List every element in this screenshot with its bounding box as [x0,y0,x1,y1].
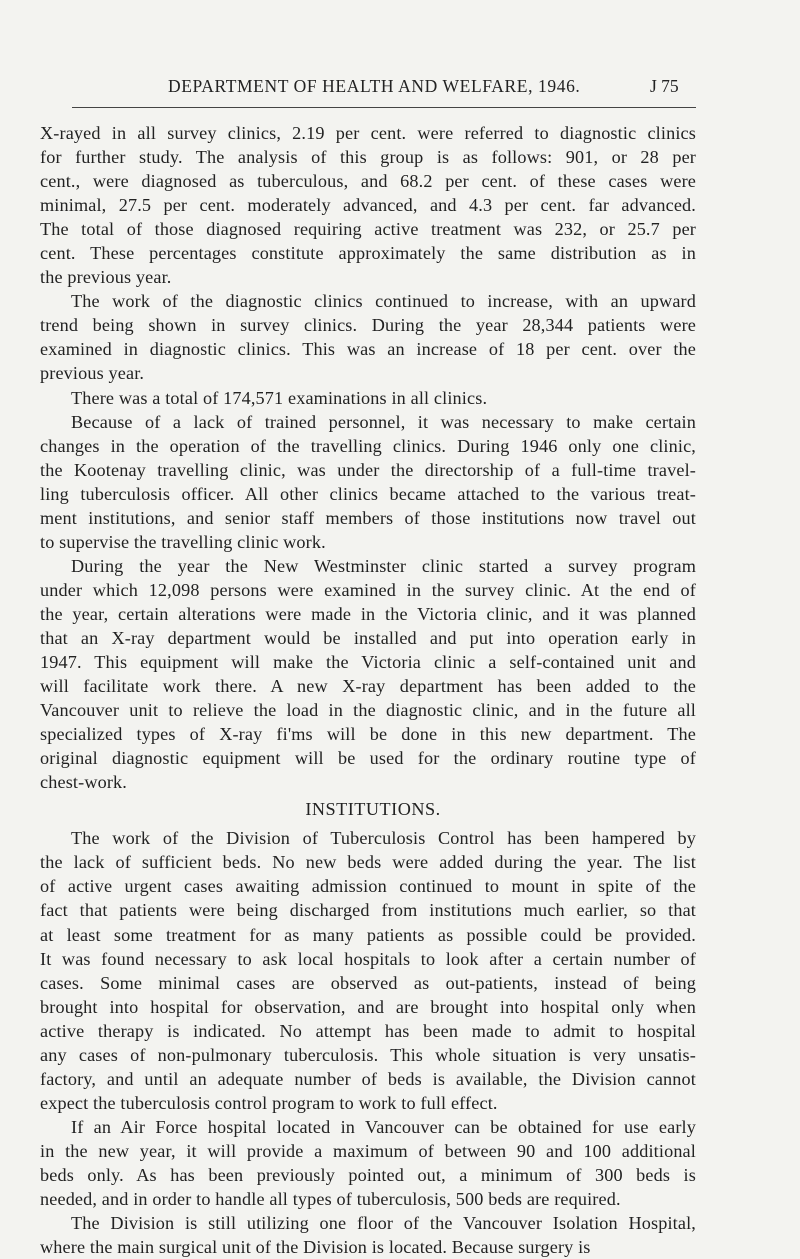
text-line: cases. Some minimal cases are observed as out-patients, instead of being [40,972,696,993]
text-line: The total of those diagnosed requiring active treatment was 232, or 25.7 per [40,219,696,240]
text-line: of active urgent cases awaiting admission continued to mount in spite of the [40,876,696,897]
text-line: chest-work. [40,772,128,793]
text-line: changes in the operation of the travelling clinics. During 1946 only one clinic, [40,435,696,456]
text-line: ling tuberculosis officer. All other clinics became attached to the various treat- [40,483,696,504]
text-line: expect the tuberculosis control program to work to full effect. [40,1092,498,1113]
text-line: minimal, 27.5 per cent. moderately advanced, and 4.3 per cent. far advanced. [40,195,696,216]
text-line: If an Air Force hospital located in Vancouver can be obtained for use early [71,1116,696,1137]
text-line: original diagnostic equipment will be used for the ordinary routine type of [40,748,696,769]
paragraph [40,289,696,385]
text-line: cent. These percentages constitute approximately the same distribution as in [40,243,696,264]
text-line: the year, certain alterations were made in the Victoria clinic, and it was planned [40,603,696,624]
running-header [0,76,800,102]
text-line: It was found necessary to ask local hospitals to look after a certain number of [40,948,696,969]
text-line: During the year the New Westminster clinic started a survey program [71,555,696,576]
text-line: The Division is still utilizing one floor of the Vancouver Isolation Hospital, [71,1213,696,1234]
text-line: active therapy is indicated. No attempt has been made to admit to hospital [40,1020,696,1041]
body-text [40,121,696,1259]
text-line: specialized types of X-ray fi'ms will be done in this new department. The [40,724,696,745]
text-line: Because of a lack of trained personnel, it was necessary to make certain [71,411,696,432]
text-line: factory, and until an adequate number of beds is available, the Division cannot [40,1068,696,1089]
paragraph [40,410,696,554]
text-line: in the new year, it will provide a maximum of between 90 and 100 additional [40,1140,696,1161]
text-line: brought into hospital for observation, and are brought into hospital only when [40,996,696,1017]
header-rule [72,107,696,108]
text-line: examined in diagnostic clinics. This was an increase of 18 per cent. over the [40,339,696,360]
text-line: under which 12,098 persons were examined in the survey clinic. At the end of [40,579,696,600]
paragraph [40,1211,696,1259]
text-line: previous year. [40,363,145,384]
paragraph [40,1115,696,1211]
section-heading: INSTITUTIONS. [305,799,441,820]
paragraph [40,554,696,794]
text-line: X-rayed in all survey clinics, 2.19 per cent. were referred to diagnostic clinics [40,123,696,143]
text-line: at least some treatment for as many patients as possible could be provided. [40,924,696,945]
text-line: that an X-ray department would be installed and put into operation early in [40,627,696,648]
text-line: fact that patients were being discharged from institutions much earlier, so that [40,900,696,921]
text-line: where the main surgical unit of the Division is located. Because surgery is [40,1237,591,1258]
text-line: 1947. This equipment will make the Victoria clinic a self-contained unit and [40,652,696,673]
text-line: ment institutions, and senior staff members of those institutions now travel out [40,507,696,528]
text-line: trend being shown in survey clinics. During the year 28,344 patients were [40,315,696,336]
running-title: DEPARTMENT OF HEALTH AND WELFARE, 1946. [168,76,581,96]
paragraph [40,826,696,1115]
text-line: Vancouver unit to relieve the load in the diagnostic clinic, and in the future all [40,700,696,721]
text-line: will facilitate work there. A new X-ray department has been added to the [40,676,696,697]
text-line: the Kootenay travelling clinic, was under the directorship of a full-time travel- [40,459,696,480]
text-line: to supervise the travelling clinic work. [40,531,326,552]
text-line: The work of the Division of Tuberculosis Control has been hampered by [71,828,696,849]
text-line: beds only. As has been previously pointed out, a minimum of 300 beds is [40,1164,696,1185]
paragraph [40,386,696,410]
text-line: The work of the diagnostic clinics continued to increase, with an upward [71,291,696,312]
text-line: cent., were diagnosed as tuberculous, and 68.2 per cent. of these cases were [40,171,696,192]
text-line: There was a total of 174,571 examinations in all clinics. [71,387,488,408]
page-number: J 75 [650,76,679,96]
text-line: the previous year. [40,267,172,288]
text-line: any cases of non-pulmonary tuberculosis. This whole situation is very unsatis- [40,1044,696,1065]
paragraph [40,121,696,289]
text-line: the lack of sufficient beds. No new beds were added during the year. The list [40,852,696,873]
text-line: for further study. The analysis of this group is as follows: 901, or 28 per [40,147,696,168]
text-line: needed, and in order to handle all types of tuberculosis, 500 beds are required. [40,1189,621,1210]
